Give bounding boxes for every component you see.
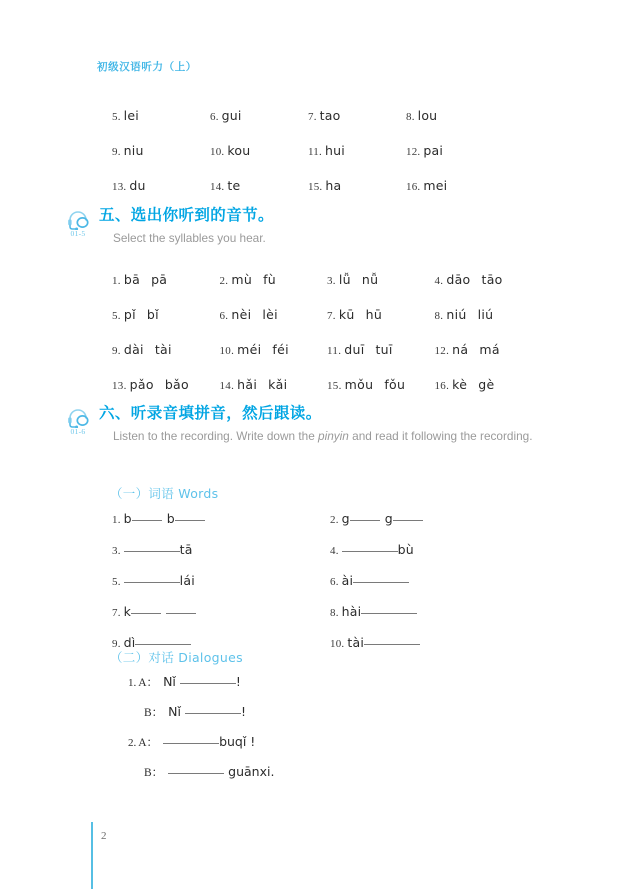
syllable-option-a[interactable]: niú [446,307,467,322]
item-number: 12. [434,345,450,357]
item-number: 8. [330,607,339,619]
answer-blank[interactable] [350,520,380,521]
syllable-option-a[interactable]: ná [452,342,469,357]
syllable-option-a[interactable]: nèi [231,307,252,322]
item-number: 7. [112,607,121,619]
running-header: 初级汉语听力（上） [97,61,197,73]
dialogue-text-after: ! [240,704,246,719]
dialogue-row[interactable] [128,764,274,780]
item-number: 12. [406,146,421,158]
item-number: 9. [112,638,121,650]
section-six-title: 六、听录音填拼音，然后跟读。 [99,404,322,422]
syllable-pair-item[interactable] [220,307,328,322]
syllable-text: kou [227,143,251,158]
syllable-option-a[interactable]: méi [237,342,262,357]
item-number: 5. [112,310,121,322]
subsection-words-heading: （一）词语 Words [110,486,219,501]
word-prefix: ài [341,573,354,588]
word-suffix: bù [397,542,414,557]
item-number: 10. [219,345,235,357]
item-number: 13. [112,380,127,392]
syllable-option-a[interactable]: dài [123,342,144,357]
syllable-text: du [129,178,146,193]
dialogue-row[interactable] [128,704,274,720]
syllable-option-b[interactable]: fǒu [384,377,406,392]
word-fill-item[interactable] [112,573,330,588]
dialogue-speaker-label: B： [144,707,164,719]
syllable-pair-item[interactable] [112,342,220,357]
syllable-item [406,143,504,158]
syllable-text: hui [324,143,345,158]
answer-blank[interactable] [364,644,420,645]
answer-blank[interactable] [163,743,219,744]
answer-blank[interactable] [131,613,161,614]
item-number: 6. [330,576,339,588]
syllable-item [308,143,406,158]
syllable-option-b[interactable]: bǐ [146,307,159,322]
dialogues-list [128,674,274,794]
item-number: 1. [112,514,121,526]
answer-blank[interactable] [124,582,180,583]
item-number: 15. [327,380,342,392]
answer-blank[interactable] [342,551,398,552]
answer-blank[interactable] [168,773,224,774]
item-number: 14. [219,380,235,392]
syllable-option-b[interactable]: bǎo [164,377,189,392]
syllable-option-b[interactable]: liú [477,307,494,322]
syllable-item [406,108,504,123]
syllable-text: ha [325,178,342,193]
word-prefix-second: b [166,511,175,526]
syllable-pair-item[interactable] [112,272,220,287]
item-number: 8. [406,111,415,123]
footer-rule [91,822,93,889]
syllable-option-b[interactable]: féi [272,342,289,357]
dialogue-speaker-label: A： [138,737,159,749]
subtitle-italic-pinyin: pinyin [318,428,349,443]
dialogue-speaker-label: A： [138,677,159,689]
section-six-subtitle [113,428,553,445]
item-number: 14. [210,181,225,193]
section-five [57,206,577,247]
syllable-item [112,178,210,193]
section-five-subtitle: Select the syllables you hear. [113,230,266,245]
syllable-pair-item[interactable] [220,272,328,287]
syllable-item [112,143,210,158]
syllable-pair-item[interactable] [220,342,328,357]
syllable-option-a[interactable]: kū [338,307,355,322]
words-fill-in-grid [112,511,472,650]
answer-blank[interactable] [185,713,241,714]
syllable-option-b[interactable]: má [479,342,500,357]
item-number: 7. [327,310,336,322]
syllable-pair-item[interactable] [435,307,543,322]
answer-blank[interactable] [124,551,180,552]
syllable-text: niu [123,143,144,158]
item-number: 16. [406,181,421,193]
syllable-pair-item[interactable] [112,307,220,322]
word-fill-item[interactable] [112,511,330,526]
syllable-list-continued [112,108,504,193]
syllable-option-a[interactable]: hǎi [237,377,258,392]
word-fill-item[interactable] [330,542,472,557]
item-number: 4. [434,275,444,287]
syllable-text: tao [319,108,341,123]
syllable-item [406,178,504,193]
dialogue-row[interactable] [128,674,274,690]
syllable-pair-item[interactable] [327,342,435,357]
item-number: 2. [330,514,339,526]
audio-badge-01-5[interactable] [57,208,99,238]
syllable-option-a[interactable]: pǎo [129,377,154,392]
item-number: 11. [308,146,322,158]
word-prefix: tài [347,635,364,650]
dialogue-speaker-label: B： [144,767,164,779]
syllable-item [210,178,308,193]
syllable-pair-grid [112,272,542,392]
syllable-option-a[interactable]: bā [123,272,141,287]
audio-badge-01-6[interactable] [57,406,99,436]
dialogue-text-after: ! [235,674,241,689]
answer-blank[interactable] [361,613,417,614]
syllable-text: mei [423,178,448,193]
syllable-text: gui [221,108,242,123]
dialogue-text-before: Nǐ [163,674,180,689]
syllable-pair-item[interactable] [327,377,435,392]
syllable-option-b[interactable]: tāo [481,272,503,287]
word-fill-item[interactable] [330,511,472,526]
syllable-text: pai [423,143,444,158]
item-number: 6. [210,111,219,123]
word-prefix: hài [341,604,362,619]
dialogue-row[interactable] [128,734,274,750]
item-number: 10. [330,638,345,650]
word-suffix: lái [179,573,195,588]
item-number: 5. [112,111,121,123]
word-prefix: dì [123,635,136,650]
answer-blank[interactable] [180,683,236,684]
syllable-pair-item[interactable] [327,272,435,287]
word-prefix: g [341,511,350,526]
syllable-pair-item[interactable] [435,342,543,357]
item-number: 4. [330,545,339,557]
syllable-pair-item[interactable] [435,272,543,287]
item-number: 9. [112,345,121,357]
item-number: 11. [327,345,342,357]
syllable-option-b[interactable]: kǎi [268,377,288,392]
syllable-option-a[interactable]: duī [344,342,365,357]
syllable-option-a[interactable]: mù [231,272,253,287]
answer-blank[interactable] [175,520,205,521]
word-fill-item[interactable] [112,542,330,557]
syllable-pair-item[interactable] [327,307,435,322]
headset-icon [65,208,91,230]
syllable-option-a[interactable]: pǐ [123,307,136,322]
syllable-item [308,178,406,193]
syllable-text: te [227,178,241,193]
answer-blank[interactable] [135,644,191,645]
word-prefix: b [123,511,132,526]
syllable-option-a[interactable]: kè [452,377,468,392]
item-number: 16. [434,380,450,392]
dialogue-text-after: buqǐ ! [219,734,256,749]
item-number: 3. [112,545,121,557]
item-number: 7. [308,111,317,123]
item-number: 3. [327,275,336,287]
syllable-item [308,108,406,123]
word-fill-item[interactable] [330,573,472,588]
syllable-option-b[interactable]: tuī [375,342,393,357]
syllable-option-b[interactable]: tài [154,342,172,357]
item-number: 13. [112,181,127,193]
syllable-option-b[interactable]: fù [263,272,276,287]
syllable-option-b[interactable]: nǚ [361,272,379,287]
syllable-option-b[interactable]: lèi [262,307,278,322]
item-number: 1. [128,677,137,689]
syllable-option-b[interactable]: pā [151,272,168,287]
answer-blank[interactable] [393,520,423,521]
subtitle-part-one: Listen to the recording. Write down the [113,428,319,443]
syllable-item [210,143,308,158]
syllable-option-b[interactable]: hū [365,307,383,322]
item-number: 2. [128,737,137,749]
dialogue-text-before: Nǐ [168,704,185,719]
audio-code-label: 01-5 [70,229,86,238]
dialogue-text-after: guānxi. [224,764,275,779]
item-number: 8. [434,310,444,322]
syllable-pair-item[interactable] [112,377,220,392]
syllable-option-b[interactable]: gè [478,377,495,392]
answer-blank[interactable] [132,520,162,521]
item-number: 1. [112,275,121,287]
word-suffix: tā [179,542,193,557]
syllable-item [112,108,210,123]
section-five-title: 五、选出你听到的音节。 [99,206,274,224]
item-number: 15. [308,181,323,193]
subsection-dialogues-heading: （二）对话 Dialogues [110,650,243,665]
word-prefix-second: g [384,511,393,526]
subtitle-part-two: and read it following the recording. [348,428,533,443]
syllable-option-a[interactable]: mǒu [344,377,374,392]
page-number: 2 [101,830,107,842]
word-prefix: k [123,604,132,619]
audio-code-label: 01-6 [70,427,86,436]
section-six [57,404,577,445]
word-fill-item[interactable] [112,604,330,619]
syllable-pair-item[interactable] [435,377,543,392]
answer-blank[interactable] [353,582,409,583]
syllable-option-a[interactable]: lǚ [338,272,351,287]
syllable-option-a[interactable]: dāo [446,272,471,287]
item-number: 9. [112,146,121,158]
answer-blank[interactable] [166,613,196,614]
word-fill-item[interactable] [330,604,472,619]
syllable-item [210,108,308,123]
item-number: 5. [112,576,121,588]
word-fill-item[interactable] [330,635,472,650]
item-number: 10. [210,146,225,158]
syllable-text: lei [123,108,139,123]
syllable-pair-item[interactable] [220,377,328,392]
item-number: 2. [219,275,229,287]
headset-icon [65,406,91,428]
syllable-text: lou [417,108,438,123]
item-number: 6. [219,310,229,322]
